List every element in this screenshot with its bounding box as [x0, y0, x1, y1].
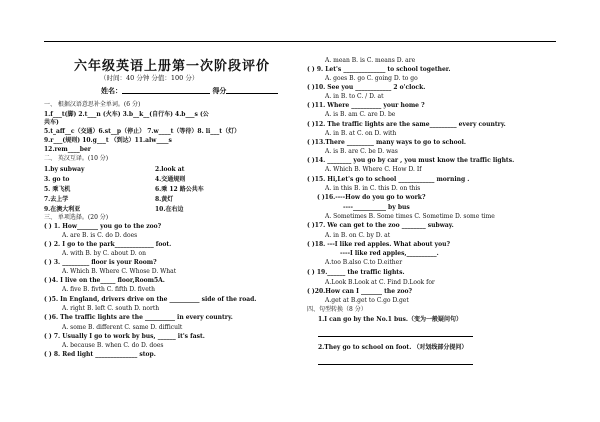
right-line-23: A.too B.also C.to D.either: [325, 259, 403, 266]
right-line-3: A. goes B. go C. going D. to go: [325, 75, 418, 82]
left-line-22: A. with B. by C. about D. on: [62, 250, 147, 257]
left-line-28: A. right B. left C. south D. north: [62, 305, 160, 312]
right-line-20: A. in B. on C. by D. at: [325, 232, 391, 239]
right-line-30: 2.They go to school on foot. （对划线部分提问）: [318, 344, 468, 351]
answer-line-1[interactable]: [318, 336, 473, 337]
right-line-4: ( )10. See you ____________ 2 o'clock.: [307, 84, 426, 91]
left-line-10: 3. go to: [44, 176, 70, 183]
right-line-13: A. Which B. Where C. How D. If: [325, 166, 422, 173]
left-line-5: 9.r___(规则) 10.g___t （到达）11.alw____s: [44, 137, 172, 144]
left-line-14: 7.去上学: [44, 196, 69, 203]
left-line-32: A. because B. when C. do D. does: [62, 342, 164, 349]
right-line-8: ( )12. The traffic lights are the same_________ every country.: [307, 121, 506, 128]
name-field[interactable]: [101, 87, 278, 94]
right-line-5: A. in B. to C. / D. at: [325, 93, 384, 100]
right-line-24: ( ) 19.______ the traffic lights.: [307, 269, 405, 276]
right-line-18: A. Sometimes B. Some times C. Sometime D. some time: [325, 213, 495, 220]
left-line-4: 5.t_aff__c（交通）6.st__p（停止） 7.w____t（等待）8. li___t（灯）: [44, 128, 241, 135]
right-line-19: ( )17. We can get to the zoo ________ subway.: [307, 222, 454, 229]
answer-line-2[interactable]: [318, 364, 473, 365]
left-line-8: 1.by subway: [44, 166, 85, 173]
left-line-18: 三、 单项选择。(20 分): [44, 214, 109, 221]
left-line-20: A. are B. is C. do D. does: [62, 232, 138, 239]
left-line-26: A. five B. fivth C. fifth D. fiveth: [62, 286, 156, 293]
left-line-16: 9.在澳大利亚: [44, 206, 81, 213]
name-label: 姓名：: [101, 86, 122, 95]
left-line-15: 8.黄灯: [155, 196, 174, 203]
right-line-10: ( )13.There _________ many ways to go to school.: [307, 139, 466, 146]
left-line-21: ( ) 2. I go to the park_____________ foot.: [44, 241, 172, 248]
right-line-22: ----I like red apples,__________.: [340, 250, 439, 257]
left-line-2: 1.f___t(脚) 2.t___n (火车) 3.b__k__(自行车) 4.b___s (公: [44, 111, 209, 118]
right-line-9: A. in B. at C. on D. with: [325, 130, 397, 137]
left-line-9: 2.look at: [155, 166, 185, 173]
left-line-29: ( )6. The traffic lights are the __________ in every country.: [44, 314, 233, 321]
left-line-1: 一、 根据汉语意思补全单词。(6 分): [44, 101, 141, 108]
top-rule: [44, 41, 556, 42]
right-line-17: ----___________ by bus: [343, 204, 410, 211]
score-label: 得分: [212, 86, 227, 95]
left-line-30: A. some B. different C. same D. difficult: [62, 324, 183, 331]
left-line-24: A. Which B. Where C. Whose D. What: [62, 268, 177, 275]
right-line-14: ( )15. Hi,Let's go to school ____________ morning .: [307, 176, 470, 183]
left-line-27: ( )5. In England, drivers drive on the __________ side of the road.: [44, 296, 257, 303]
right-line-21: ( )18. ---I like red apples. What about you?: [307, 241, 450, 248]
right-line-1: A. mean B. is C. means D. are: [325, 57, 416, 64]
left-line-31: ( ) 7. Usually I go to work by bus, ______ it's fast.: [44, 333, 205, 340]
right-line-15: A. in this B. in C. this D. on this: [325, 185, 421, 192]
page-title: 六年级英语上册第一次阶段评价: [74, 59, 271, 74]
right-line-28: 四、句型转换（8 分）: [307, 306, 367, 313]
right-line-27: A.get at B.get to C.go D.get: [325, 297, 409, 304]
right-line-12: ( )14. ________ you go by car , you must know the traffic lights.: [307, 157, 515, 164]
right-line-6: ( )11. Where __________ your home ?: [307, 102, 425, 109]
right-line-25: A.Look B.Look at C. Find D.Look for: [325, 279, 435, 286]
left-line-13: 6.乘 12 路公共车: [155, 186, 204, 193]
left-line-6: 12.rem____ber: [44, 146, 91, 153]
right-line-26: ( )20.How can I _______ the zoo?: [307, 288, 413, 295]
left-line-25: ( )4. I live on the_____ floor,Room5A.: [44, 277, 165, 284]
left-line-33: ( ) 8. Red light ______________ stop.: [44, 351, 156, 358]
left-line-7: 二、 英汉互译。(10 分): [44, 155, 109, 162]
right-line-11: A. is B. are C. be D. was: [325, 148, 398, 155]
right-line-2: ( ) 9. Let's ______________ to school together.: [307, 66, 451, 73]
left-line-12: 5. 乘飞机: [44, 186, 71, 193]
right-line-29: 1.I can go by the No.1 bus.（变为一般疑问句）: [318, 316, 463, 323]
left-line-3: 共车): [44, 119, 59, 126]
right-line-16: ( )16.----How do you go to work?: [317, 194, 426, 201]
left-line-19: ( ) 1. How_______ you go to the zoo?: [44, 223, 162, 230]
left-line-17: 10.在右边: [155, 206, 184, 213]
right-line-7: A. is B. am C. are D. be: [325, 111, 396, 118]
left-line-11: 4.交通规则: [155, 176, 186, 183]
page-subtitle: （时间：40 分钟 分值：100 分）: [100, 74, 199, 82]
left-line-23: ( ) 3. _________ floor is your Room?: [44, 259, 157, 266]
